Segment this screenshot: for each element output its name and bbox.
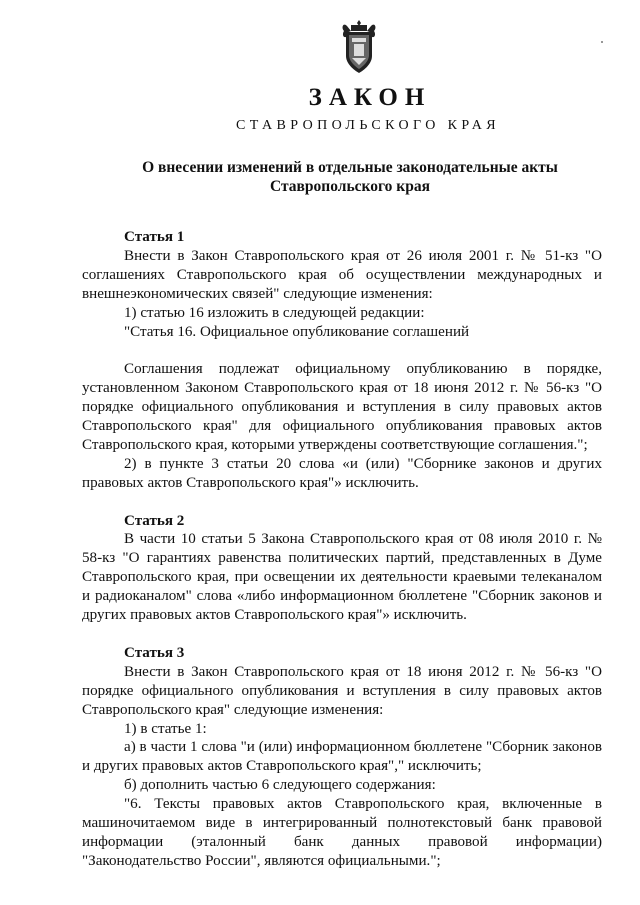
scan-mark	[601, 41, 603, 43]
law-heading-line-1: О внесении изменений в отдельные законодательные акты	[142, 159, 558, 176]
article-1-paragraph: Внести в Закон Ставропольского края от 26 июля 2001 г. № 51-кз "О соглашениях Ставропольского края об осуществлении международных и внешнеэкономических связей" следующие изменения:	[82, 247, 602, 302]
document-subtitle: СТАВРОПОЛЬСКОГО КРАЯ	[236, 118, 500, 133]
article-1-paragraph: 2) в пункте 3 статьи 20 слова «и (или) "Сборнике законов и других правовых актов Ставропольского края"» исключить.	[82, 455, 602, 491]
article-2-title: Статья 2	[124, 512, 185, 529]
document-title: ЗАКОН	[308, 84, 432, 111]
law-heading	[100, 158, 600, 196]
law-heading-line-2: Ставропольского края	[270, 178, 430, 195]
coat-of-arms-emblem	[340, 18, 378, 76]
article-1-paragraph: Соглашения подлежат официальному опубликованию в порядке, установленном Законом Ставропольского края от 18 июня 2012 г. № 56-кз "О порядке официального опубликования и вступления в силу правовых актов Ставропольского края" для официального опубликования правовых актов Ставропольского края, которыми утверждены соответствующие соглашения.";	[82, 361, 602, 453]
article-1-paragraph: "Статья 16. Официальное опубликование соглашений	[124, 323, 470, 340]
article-3-paragraph: а) в части 1 слова "и (или) информационном бюллетене "Сборник законов и других правовых актов Ставропольского края"," исключить;	[82, 739, 602, 775]
article-3-paragraph: б) дополнить частью 6 следующего содержания:	[124, 777, 436, 794]
article-3-title: Статья 3	[124, 644, 185, 661]
article-1-title: Статья 1	[124, 229, 185, 245]
document-body	[82, 228, 602, 871]
article-3-paragraph: Внести в Закон Ставропольского края от 18 июня 2012 г. № 56-кз "О порядке официального опубликования и вступления в силу правовых актов Ставропольского края" следующие изменения:	[82, 663, 602, 718]
article-3-paragraph: 1) в статье 1:	[124, 720, 207, 737]
article-1-paragraph: 1) статью 16 изложить в следующей редакции:	[124, 304, 425, 321]
article-2-paragraph: В части 10 статьи 5 Закона Ставропольского края от 08 июля 2010 г. № 58-кз "О гарантиях равенства политических партий, представленных в Думе Ставропольского края, при освещении их деятельности краевыми телеканалом и радиоканалом" слова «либо информационном бюллетене "Сборник законов и других правовых актов Ставропольского края"» исключить.	[82, 531, 602, 624]
article-3-paragraph: "6. Тексты правовых актов Ставропольского края, включенные в машиночитаемом виде в интегрированный полнотекстовый банк правовой информации (эталонный банк данных правовой информации) "Законодательство России", являются официальными.";	[82, 796, 602, 869]
